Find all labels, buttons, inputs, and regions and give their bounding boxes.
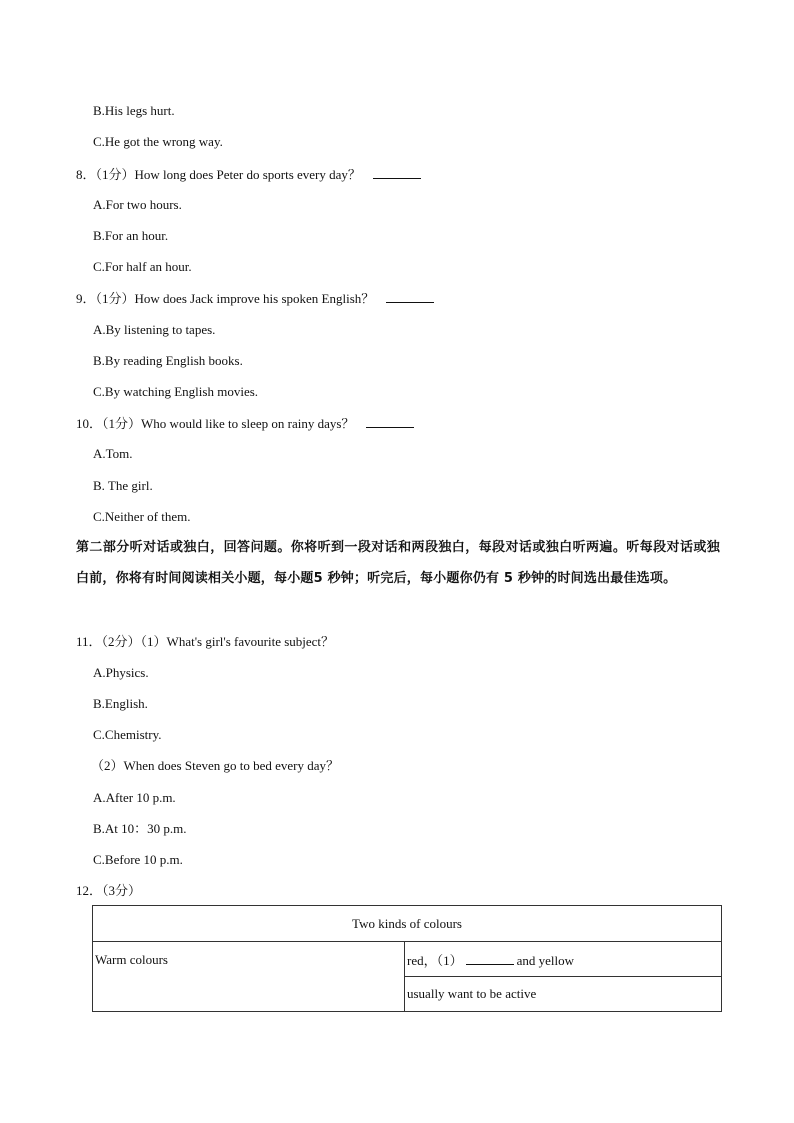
question-score: （1分）	[95, 167, 135, 182]
option-q10-a: A.Tom.	[93, 446, 133, 461]
option-q8-c: C.For half an hour.	[93, 259, 192, 274]
answer-blank[interactable]	[373, 166, 421, 179]
question-text: Who would like to sleep on rainy days？	[141, 416, 355, 431]
question-text: How does Jack improve his spoken English？	[134, 291, 375, 306]
option-q9-b: B.By reading English books.	[93, 353, 243, 368]
cell-prefix: red，（1）	[407, 952, 463, 968]
option-q8-b: B.For an hour.	[93, 228, 169, 243]
question-score: （3分）	[102, 883, 142, 898]
option-q9-a: A.By listening to tapes.	[93, 322, 216, 337]
sub-question-1: （1）What's girl's favourite subject？	[140, 634, 335, 649]
option-q11-2-b: B.At 10：30 p.m.	[93, 821, 187, 836]
question-number: 10．	[76, 416, 103, 431]
question-12	[76, 883, 141, 899]
question-10	[76, 415, 414, 432]
question-number: 8．	[76, 167, 96, 182]
sub-question-2: （2）When does Steven go to bed every day？	[91, 758, 340, 773]
option-q10-b: B. The girl.	[93, 478, 153, 493]
section-2-instructions: 第二部分听对话或独白，回答问题。你将听到一段对话和两段独白，每段对话或独白听两遍。听每段对话或独白前，你将有时间阅读相关小题，每小题5 秒钟；听完后，每小题你仍有 5 秒钟的时间选出最佳选项。	[76, 540, 720, 586]
question-number: 11．	[76, 634, 102, 649]
cell-suffix: and yellow	[516, 952, 575, 968]
question-score: （2分）	[101, 634, 141, 649]
question-score: （1分）	[95, 291, 135, 306]
question-number: 12．	[76, 883, 103, 898]
colours-table	[92, 905, 722, 1012]
question-number: 9．	[76, 291, 96, 306]
question-9	[76, 290, 434, 307]
question-8	[76, 166, 421, 183]
option-q11-1-b: B.English.	[93, 696, 148, 711]
answer-blank[interactable]	[366, 415, 414, 428]
option-q7-c: C.He got the wrong way.	[93, 134, 223, 149]
option-q8-a: A.For two hours.	[93, 197, 182, 212]
question-text: How long does Peter do sports every day？	[134, 167, 361, 182]
warm-colours-label: Warm colours	[93, 942, 405, 1012]
option-q11-1-a: A.Physics.	[93, 665, 149, 680]
answer-blank[interactable]	[386, 290, 434, 303]
table-cell-effect: usually want to be active	[405, 977, 722, 1012]
question-score: （1分）	[102, 416, 142, 431]
option-q10-c: C.Neither of them.	[93, 509, 191, 524]
option-q7-b: B.His legs hurt.	[93, 103, 175, 118]
option-q9-c: C.By watching English movies.	[93, 384, 259, 399]
option-q11-2-a: A.After 10 p.m.	[93, 790, 176, 805]
question-11	[76, 634, 334, 650]
option-q11-2-c: C.Before 10 p.m.	[93, 852, 183, 867]
answer-blank[interactable]	[466, 952, 514, 965]
table-cell-colours	[405, 942, 722, 977]
table-header: Two kinds of colours	[93, 906, 722, 942]
option-q11-1-c: C.Chemistry.	[93, 727, 162, 742]
